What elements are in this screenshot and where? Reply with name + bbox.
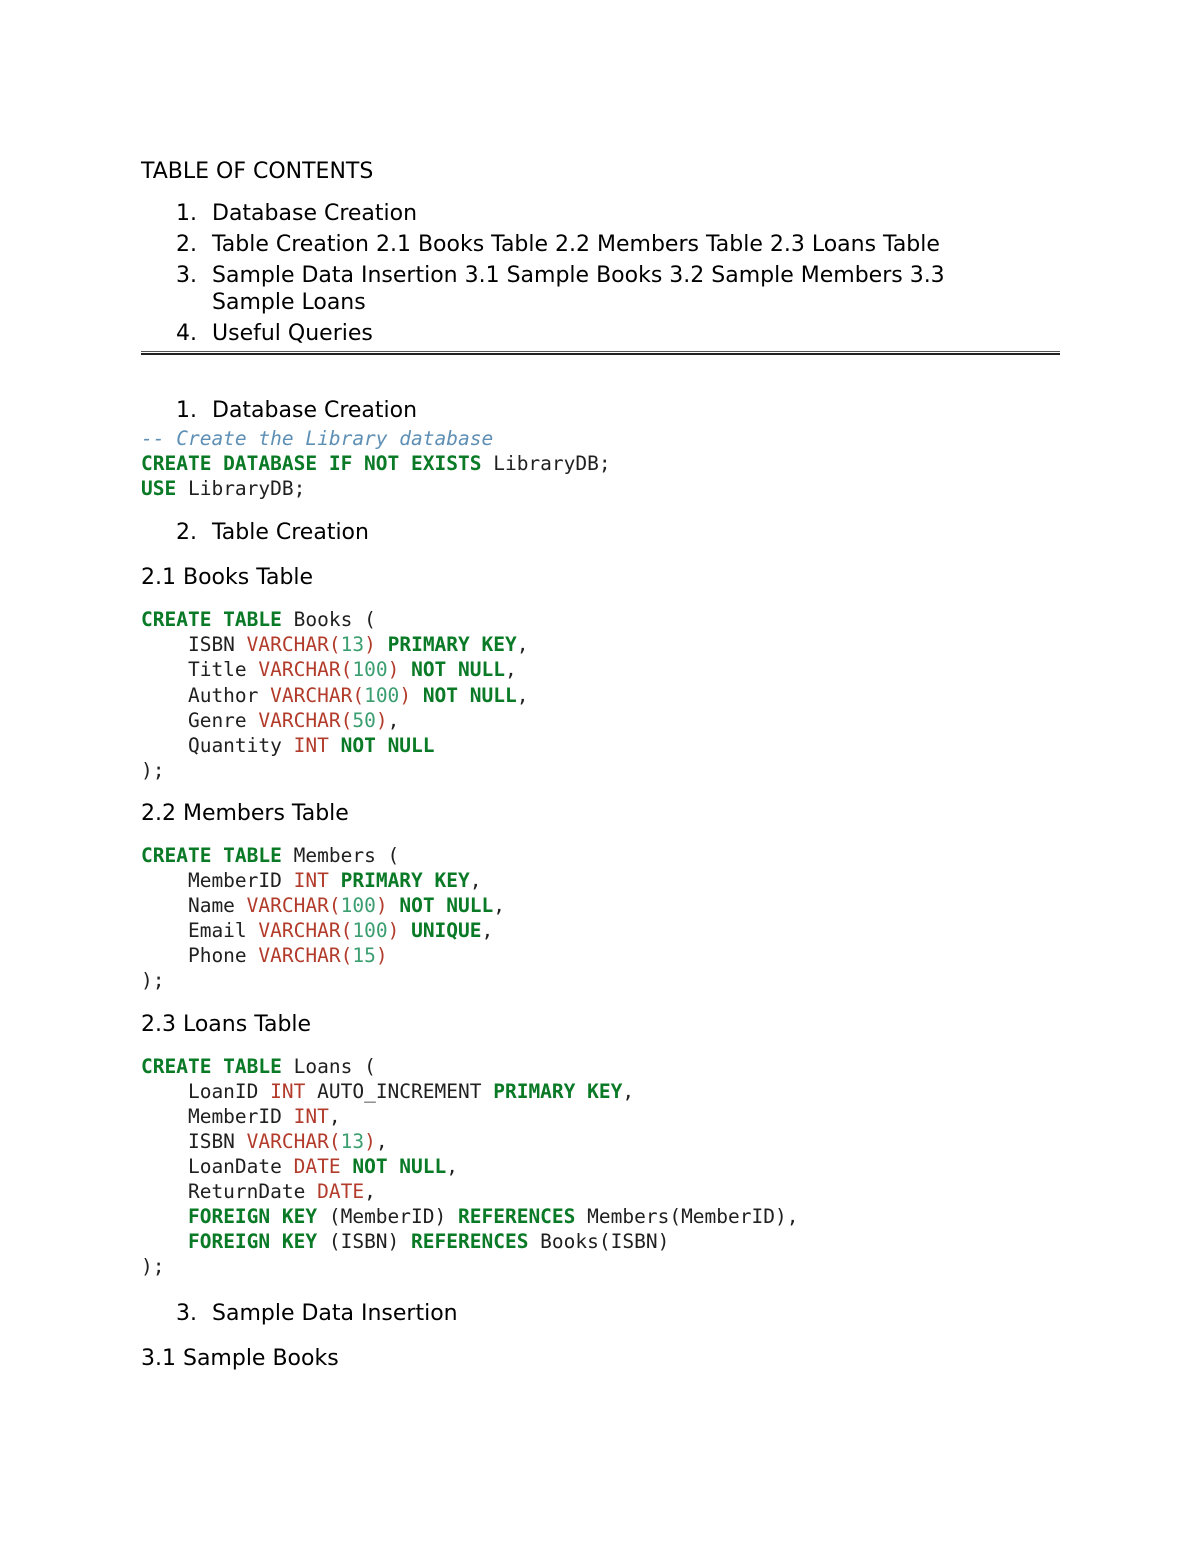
section-title: Database Creation	[212, 398, 418, 423]
code-keyword: UNIQUE	[411, 919, 482, 943]
code-keyword: PRIMARY KEY	[493, 1079, 623, 1103]
code-keyword: PRIMARY KEY	[340, 869, 470, 893]
code-text: Members (	[281, 843, 400, 867]
toc-title: TABLE OF CONTENTS	[141, 159, 374, 184]
code-column: ISBN	[141, 633, 247, 657]
code-type: VARCHAR	[270, 683, 353, 707]
code-type: INT	[293, 733, 329, 757]
code-keyword: CREATE TABLE	[141, 1054, 282, 1078]
code-block-database	[141, 426, 1061, 501]
toc-item-text: Table Creation 2.1 Books Table 2.2 Members Table 2.3 Loans Table	[212, 232, 940, 257]
code-text: Members(MemberID),	[575, 1205, 799, 1229]
code-text: Books (	[281, 608, 376, 632]
code-text: AUTO_INCREMENT	[305, 1079, 494, 1103]
code-type: DATE	[317, 1179, 365, 1203]
code-type: VARCHAR	[246, 894, 329, 918]
code-number: 100	[364, 683, 400, 707]
toc-item[interactable]	[141, 200, 1061, 227]
code-column: MemberID	[141, 869, 294, 893]
code-keyword: FOREIGN KEY	[187, 1230, 318, 1254]
section-heading-sample-data	[141, 1299, 1061, 1329]
code-keyword: REFERENCES	[411, 1230, 529, 1254]
code-type: VARCHAR	[246, 1129, 329, 1153]
code-type: VARCHAR	[246, 633, 329, 657]
code-keyword: CREATE DATABASE IF NOT EXISTS	[141, 452, 482, 476]
code-text: LibraryDB;	[176, 477, 306, 501]
code-comment: -- Create the Library database	[141, 427, 494, 450]
code-column: Genre	[141, 708, 259, 732]
toc-item-text: Sample Data Insertion 3.1 Sample Books 3.2 Sample Members 3.3 Sample Loans	[212, 263, 945, 315]
code-text: (ISBN)	[317, 1230, 412, 1254]
code-number: 15	[352, 944, 376, 968]
code-type: DATE	[293, 1154, 341, 1178]
code-block-members: CREATE TABLE Members ( MemberID INT PRIMARY KEY, Name VARCHAR(100) NOT NULL, Email VARCHAR(100) UNIQUE, Phone VARCHAR(15) );	[141, 843, 506, 993]
code-type: INT	[293, 1104, 329, 1128]
code-type: INT	[270, 1079, 306, 1103]
code-column: Phone	[141, 944, 259, 968]
code-column: MemberID	[141, 1104, 294, 1128]
section-number: 2.	[176, 520, 197, 546]
code-text: );	[141, 969, 165, 993]
code-type: VARCHAR	[258, 919, 341, 943]
toc-item[interactable]	[141, 262, 1061, 316]
code-keyword: CREATE TABLE	[141, 843, 282, 867]
section-number: 3.	[176, 1301, 197, 1327]
code-column: LoanID	[141, 1079, 271, 1103]
section-title: Sample Data Insertion	[212, 1301, 458, 1327]
code-keyword: CREATE TABLE	[141, 608, 282, 632]
subsection-members-table: 2.2 Members Table	[141, 800, 349, 826]
code-keyword: USE	[141, 477, 177, 501]
code-text: Books(ISBN)	[528, 1230, 670, 1254]
code-keyword: FOREIGN KEY	[187, 1205, 318, 1229]
code-keyword: NOT NULL	[411, 658, 505, 682]
toc-item-number: 1.	[176, 201, 197, 226]
toc-item-number: 3.	[176, 263, 197, 288]
subsection-sample-books: 3.1 Sample Books	[141, 1346, 339, 1372]
code-type: VARCHAR	[258, 944, 341, 968]
code-keyword: NOT NULL	[352, 1154, 447, 1178]
code-column: Author	[141, 683, 271, 707]
subsection-loans-table: 2.3 Loans Table	[141, 1011, 312, 1037]
toc-item[interactable]	[141, 320, 1061, 347]
code-column: Email	[141, 919, 259, 943]
code-keyword: NOT NULL	[340, 733, 435, 757]
toc-item-number: 4.	[176, 321, 197, 346]
code-keyword: PRIMARY KEY	[387, 633, 517, 657]
code-keyword: NOT NULL	[422, 683, 517, 707]
code-number: 100	[352, 919, 388, 943]
code-block-books: CREATE TABLE Books ( ISBN VARCHAR(13) PRIMARY KEY, Title VARCHAR(100) NOT NULL, Author VARCHAR(100) NOT NULL, Genre VARCHAR(50), Quantity INT NOT NULL );	[141, 608, 529, 782]
code-column: ReturnDate	[141, 1179, 318, 1203]
section-number: 1.	[176, 398, 197, 423]
section-title: Table Creation	[212, 520, 369, 546]
code-text: (MemberID)	[317, 1205, 458, 1229]
toc-item-text: Useful Queries	[212, 321, 373, 346]
toc-item[interactable]	[141, 231, 1061, 258]
code-number: 13	[340, 633, 365, 657]
code-text: );	[141, 1255, 165, 1279]
code-number: 100	[340, 894, 376, 918]
horizontal-divider	[141, 351, 1060, 355]
toc-item-text: Database Creation	[212, 201, 418, 226]
code-text: LibraryDB;	[481, 452, 611, 476]
code-keyword: NOT NULL	[399, 894, 494, 918]
code-number: 13	[340, 1129, 365, 1153]
code-text: Loans (	[281, 1054, 376, 1078]
document-content	[141, 156, 1061, 1374]
code-type: VARCHAR	[258, 708, 341, 732]
section-heading-database-creation	[141, 396, 1061, 426]
toc-item-number: 2.	[176, 232, 197, 257]
code-keyword: REFERENCES	[458, 1205, 576, 1229]
code-column: Title	[141, 658, 259, 682]
code-column: ISBN	[141, 1129, 247, 1153]
subsection-books-table: 2.1 Books Table	[141, 565, 314, 591]
section-heading-table-creation	[141, 518, 1061, 548]
code-type: VARCHAR	[258, 658, 341, 682]
code-block-loans: CREATE TABLE Loans ( LoanID INT AUTO_INCREMENT PRIMARY KEY, MemberID INT, ISBN VARCHAR(13), LoanDate DATE NOT NULL, ReturnDate DATE, FOREIGN KEY (MemberID) REFERENCES Members(MemberID), FOREIGN KEY (ISBN) REFERENCES Books(ISBN) );	[141, 1054, 799, 1279]
code-type: INT	[293, 869, 329, 893]
code-number: 50	[352, 708, 376, 732]
code-column: Quantity	[141, 733, 294, 757]
code-column: LoanDate	[141, 1154, 294, 1178]
code-text: );	[141, 758, 165, 782]
code-number: 100	[352, 658, 388, 682]
toc-list	[141, 200, 1061, 347]
code-column: Name	[141, 894, 247, 918]
